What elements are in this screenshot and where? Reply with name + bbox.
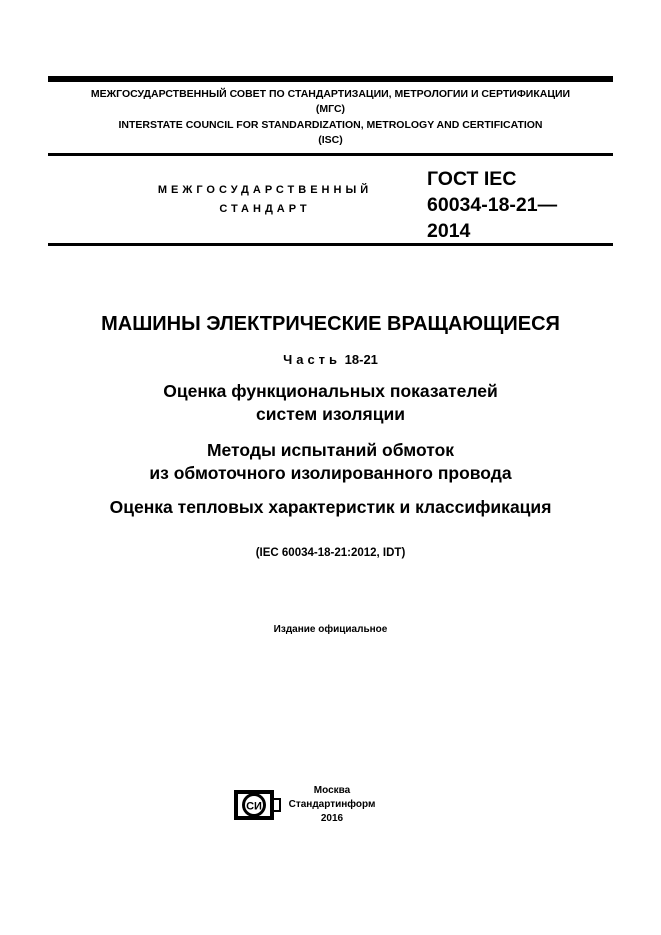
subtitle-2 xyxy=(0,439,661,485)
subtitle-2-line1: Методы испытаний обмоток xyxy=(206,440,455,460)
subtitle-1-line2: систем изоляции xyxy=(256,404,405,424)
part-number: 18-21 xyxy=(344,352,378,367)
international-reference: (IEC 60034-18-21:2012, IDT) xyxy=(255,547,406,559)
council-name-ru-line: МЕЖГОСУДАРСТВЕННЫЙ СОВЕТ ПО СТАНДАРТИЗАЦИИ, МЕТРОЛОГИИ И СЕРТИФИКАЦИИ xyxy=(90,88,571,100)
standard-kind xyxy=(130,181,400,219)
publisher-city: Москва xyxy=(313,785,351,796)
part-word: Часть xyxy=(283,352,342,367)
subtitle-3: Оценка тепловых характеристик и классификация xyxy=(109,497,552,517)
header-bottom-rule xyxy=(48,243,613,246)
standard-kind-line2: СТАНДАРТ xyxy=(219,203,311,215)
part-designation xyxy=(0,352,661,367)
edition-note: Издание официальное xyxy=(273,624,388,635)
standartinform-logo-icon xyxy=(233,788,281,822)
logo-lettering: СИ xyxy=(246,800,262,813)
subtitle-1-line1: Оценка функциональных показателей xyxy=(163,381,498,401)
top-rule xyxy=(48,76,613,82)
council-name-en xyxy=(30,118,631,148)
publisher-name: Стандартинформ xyxy=(288,799,376,810)
council-name-en-line: INTERSTATE COUNCIL FOR STANDARDIZATION, METROLOGY AND CERTIFICATION xyxy=(118,119,543,131)
council-abbr-ru: (МГС) xyxy=(315,103,346,115)
designation-line1: ГОСТ IEC xyxy=(427,168,517,190)
council-abbr-en: (ISC) xyxy=(318,134,343,146)
designation-line3: 2014 xyxy=(427,220,471,242)
publication-year: 2016 xyxy=(320,813,344,824)
subtitle-1 xyxy=(0,380,661,426)
designation-line2: 60034-18-21— xyxy=(427,194,558,216)
council-rule xyxy=(48,153,613,156)
subtitle-2-line2: из обмоточного изолированного провода xyxy=(149,463,512,483)
standard-designation xyxy=(427,166,557,244)
publisher-block xyxy=(284,784,380,826)
document-title: МАШИНЫ ЭЛЕКТРИЧЕСКИЕ ВРАЩАЮЩИЕСЯ xyxy=(101,313,560,335)
standard-kind-line1: МЕЖГОСУДАРСТВЕННЫЙ xyxy=(157,184,373,196)
council-name-ru xyxy=(30,87,631,117)
